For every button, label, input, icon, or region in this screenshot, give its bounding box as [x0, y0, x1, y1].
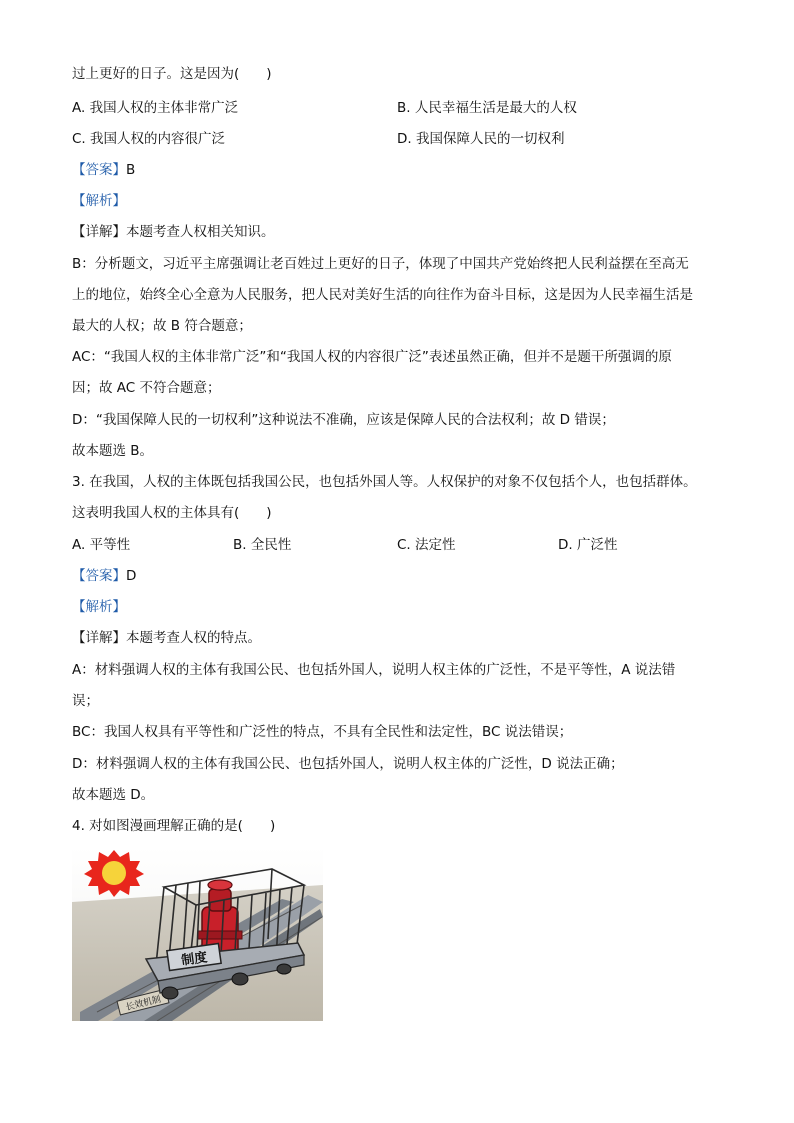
q3-option-c: C. 法定性 [397, 537, 456, 553]
q2-explanation-line: 上的地位，始终全心全意为人民服务，把人民对美好生活的向往作为奋斗目标，这是因为人民幸福生活是 [72, 287, 693, 303]
analysis-tag: 【解析】 [72, 599, 126, 615]
q2-answer-line [72, 160, 135, 180]
analysis-tag: 【解析】 [72, 193, 126, 209]
detail-text: 本题考查人权的特点。 [126, 630, 261, 646]
answer-tag: 【答案】 [72, 162, 126, 178]
q2-explanation-line: 最大的人权；故 B 符合题意； [72, 318, 252, 334]
cartoon-illustration [72, 847, 323, 1021]
detail-tag: 【详解】 [72, 630, 126, 646]
answer-value: D [126, 568, 137, 584]
answer-value: B [126, 162, 136, 178]
q3-option-a: A. 平等性 [72, 537, 131, 553]
q3-explanation-line: 误； [72, 693, 99, 709]
detail-text: 本题考查人权相关知识。 [126, 224, 275, 240]
q4-stem: 4. 对如图漫画理解正确的是( ) [72, 818, 276, 834]
q2-option-b: B. 人民幸福生活是最大的人权 [397, 100, 577, 116]
q2-explanation-line: B：分析题文，习近平主席强调让老百姓过上更好的日子，体现了中国共产党始终把人民利益摆在至高无 [72, 256, 689, 272]
q3-stem-line: 3. 在我国，人权的主体既包括我国公民，也包括外国人等。人权保护的对象不仅包括个人，也包括群体。 [72, 474, 697, 490]
q2-stem-tail: 过上更好的日子。这是因为( ) [72, 66, 272, 82]
q2-explanation-line: D：“我国保障人民的一切权利”这种说法不准确，应该是保障人民的合法权利；故 D 错误； [72, 412, 615, 428]
q3-option-d: D. 广泛性 [558, 537, 618, 553]
q3-explanation-line: 故本题选 D。 [72, 787, 155, 803]
q3-explanation-line: D：材料强调人权的主体有我国公民、也包括外国人，说明人权主体的广泛性，D 说法正确； [72, 756, 624, 772]
q3-answer-line [72, 566, 136, 586]
q3-analysis-line [72, 597, 126, 617]
q2-option-c: C. 我国人权的内容很广泛 [72, 131, 226, 147]
q3-explanation-line: BC：我国人权具有平等性和广泛性的特点，不具有全民性和法定性，BC 说法错误； [72, 724, 573, 740]
q2-analysis-line [72, 191, 126, 211]
cart-sign-label: 制度 [180, 950, 209, 969]
detail-tag: 【详解】 [72, 224, 126, 240]
answer-tag: 【答案】 [72, 568, 126, 584]
q2-explanation-line: 因；故 AC 不符合题意； [72, 380, 221, 396]
q3-option-b: B. 全民性 [233, 537, 292, 553]
q3-stem-line: 这表明我国人权的主体具有( ) [72, 505, 272, 521]
q3-explanation-line: A：材料强调人权的主体有我国公民、也包括外国人，说明人权主体的广泛性，不是平等性，A 说法错 [72, 662, 676, 678]
q2-option-a: A. 我国人权的主体非常广泛 [72, 100, 239, 116]
q2-detail-line [72, 222, 275, 242]
q2-option-d: D. 我国保障人民的一切权利 [397, 131, 565, 147]
q2-explanation-line: AC：“我国人权的主体非常广泛”和“我国人权的内容很广泛”表述虽然正确，但并不是题干所强调的原 [72, 349, 672, 365]
q2-explanation-line: 故本题选 B。 [72, 443, 154, 459]
track-sign-label: 长效机制 [124, 994, 163, 1014]
q3-detail-line [72, 628, 261, 648]
